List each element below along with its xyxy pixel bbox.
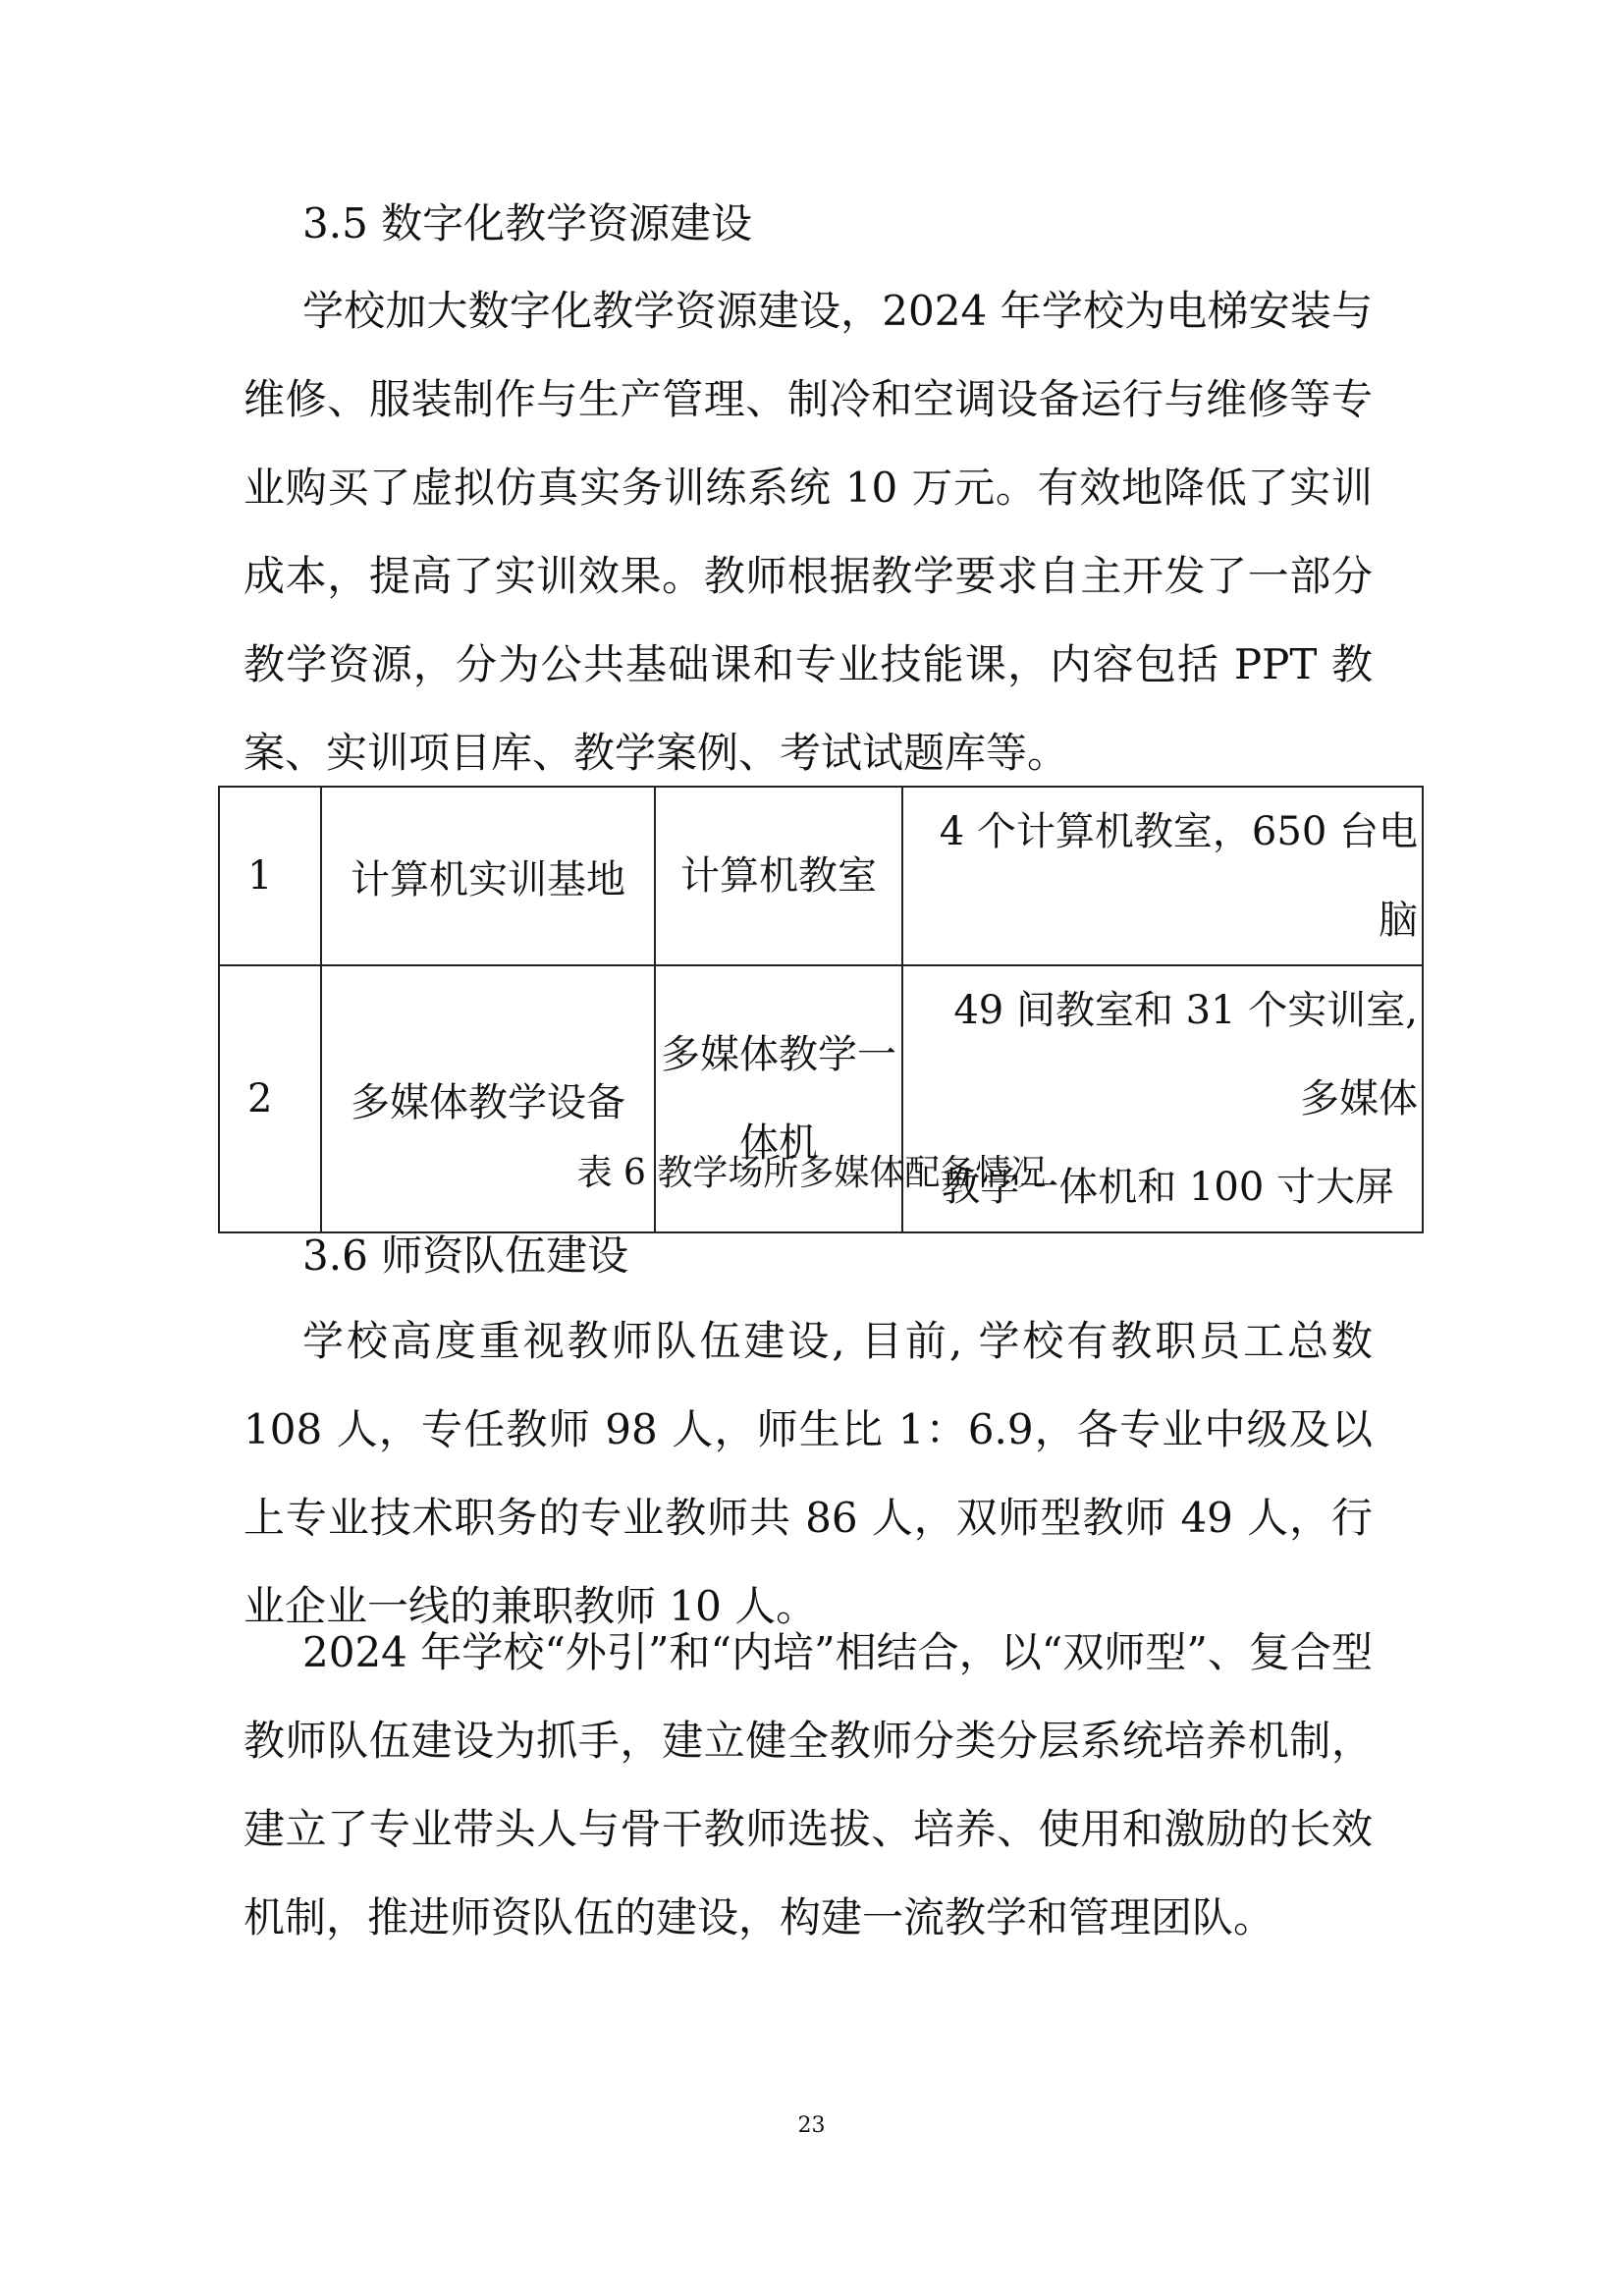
- row-number-cell: 2: [219, 965, 321, 1232]
- equipment-desc-cell: [902, 787, 1423, 965]
- section-3-6-paragraph-1: 学校高度重视教师队伍建设, 目前, 学校有教职员工总数 108 人，专任教师 98 人，师生比 1：6.9，各专业中级及以上专业技术职务的专业教师共 86 人，双师型教师 49 人，行业企业一线的兼职教师 10 人。: [243, 1317, 1373, 1630]
- table-caption: 表 6 教学场所多媒体配备情况: [576, 1153, 1047, 1193]
- facility-name-cell: 计算机实训基地: [321, 787, 655, 965]
- desc-line-1: 4 个计算机教室，650 台电脑: [939, 809, 1418, 943]
- section-heading-3-6: 3.6 师资队伍建设: [302, 1231, 629, 1280]
- section-3-6-paragraph-2: 2024 年学校“外引”和“内培”相结合，以“双师型”、复合型教师队伍建设为抓手，建立健全教师分类分层系统培养机制，建立了专业带头人与骨干教师选拔、培养、使用和激励的长效机制，推进师资队伍的建设，构建一流教学和管理团队。: [243, 1628, 1373, 1941]
- facility-name-cell: 多媒体教学设备: [321, 965, 655, 1232]
- page-number: 23: [797, 2113, 826, 2138]
- desc-line-2: 教学一体机和 100 寸大屏: [941, 1165, 1394, 1210]
- section-3-5-paragraph: 学校加大数字化教学资源建设，2024 年学校为电梯安装与维修、服装制作与生产管理、制冷和空调设备运行与维修等专业购买了虚拟仿真实务训练系统 10 万元。有效地降低了实训成本，提高了实训效果。教师根据教学要求自主开发了一部分教学资源，分为公共基础课和专业技能课，内容包括 PPT 教案、实训项目库、教学案例、考试试题库等。: [243, 287, 1373, 777]
- equipment-type-cell: 计算机教室: [655, 787, 902, 965]
- equipment-type-cell: 多媒体教学一体机: [655, 965, 902, 1232]
- section-heading-3-5: 3.5 数字化教学资源建设: [302, 199, 753, 247]
- row-number-cell: 1: [219, 787, 321, 965]
- desc-line-1: 49 间教室和 31 个实训室, 多媒体: [953, 988, 1418, 1121]
- table-row: [219, 787, 1423, 965]
